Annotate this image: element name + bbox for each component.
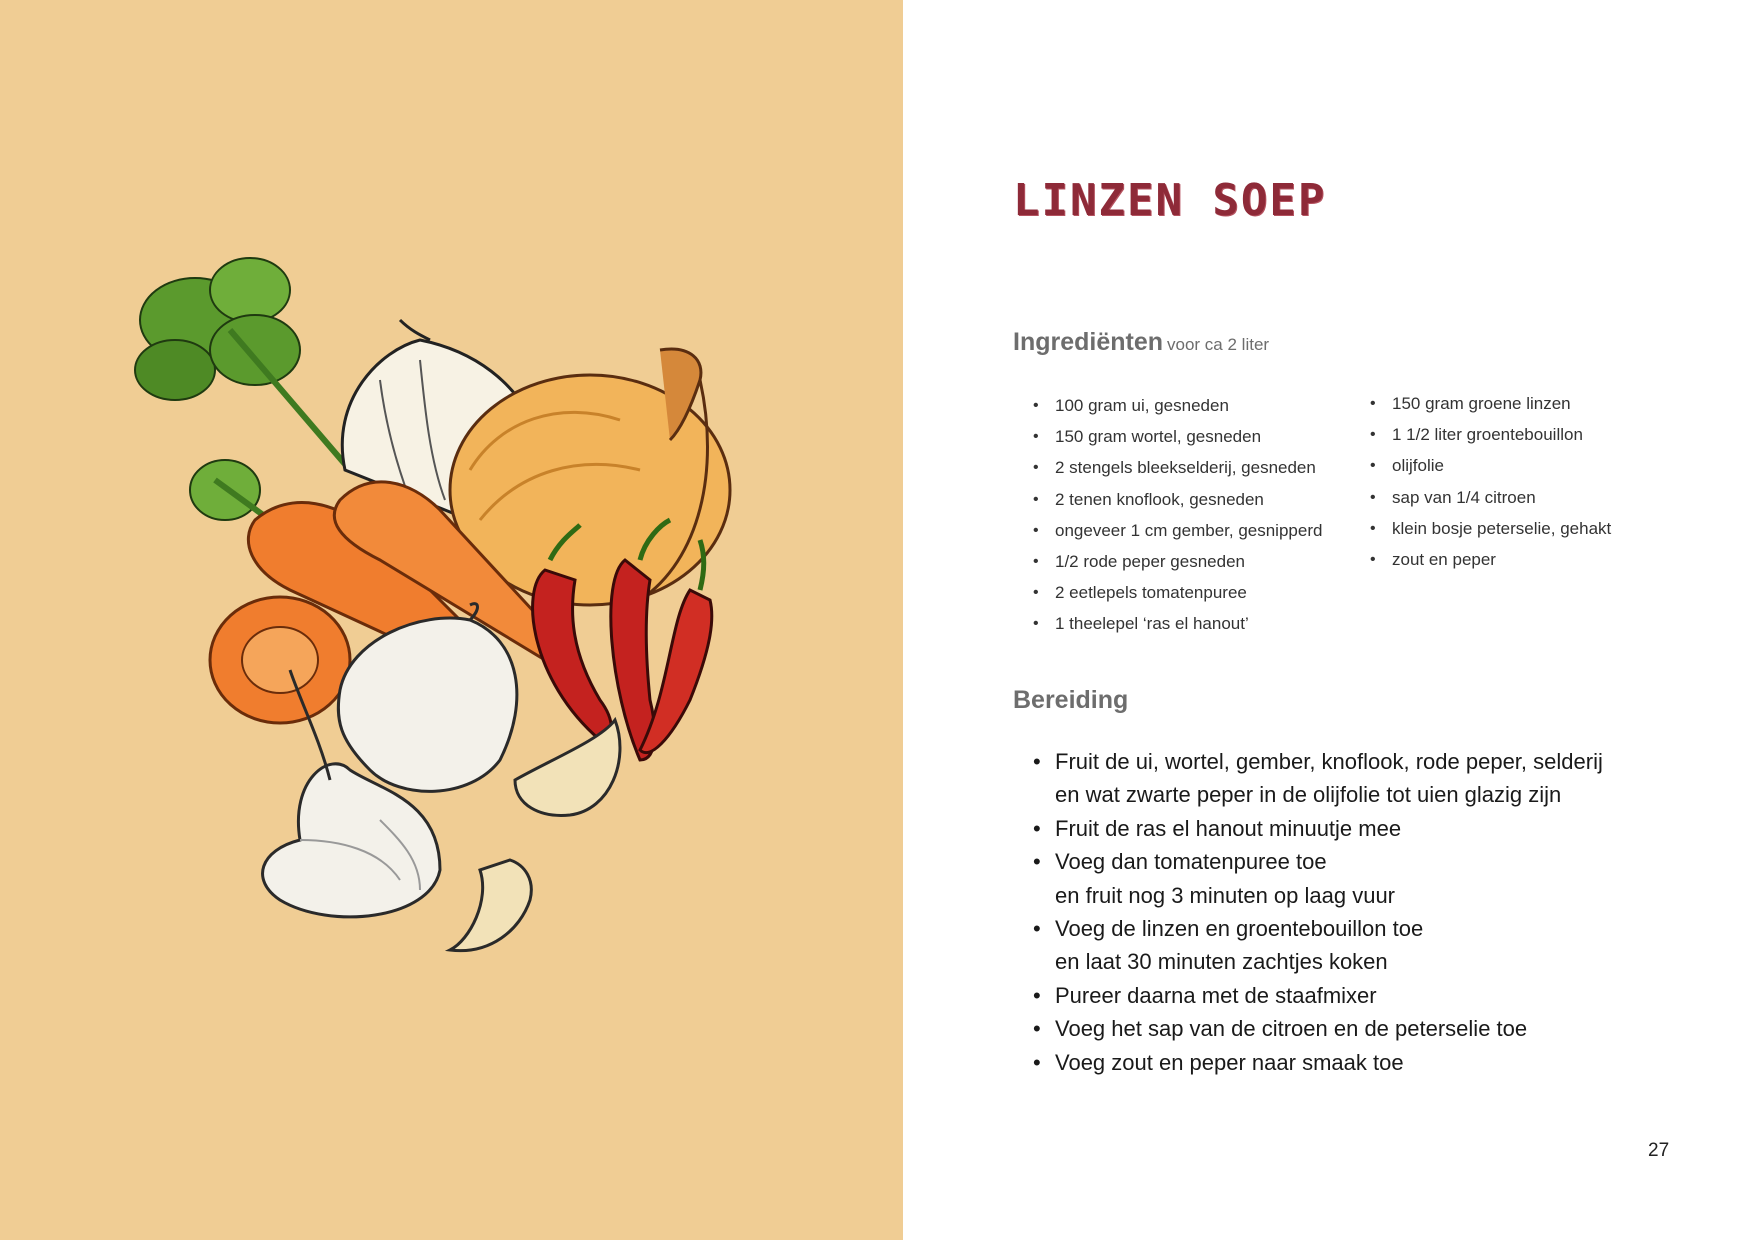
ingredient-item: • olijfolie [1350,450,1611,481]
step-line: en fruit nog 3 minuten op laag vuur [1055,882,1396,908]
ingredients-list-right [1350,388,1611,575]
ingredient-item: • sap van 1/4 citroen [1350,482,1611,513]
preparation-step [1013,1012,1603,1045]
page-number: 27 [1648,1140,1670,1161]
ingredient-item: • klein bosje peterselie, gehakt [1350,513,1611,544]
step-line: • Voeg zout en peper naar smaak toe [1055,1049,1404,1075]
preparation-step [1013,979,1603,1012]
preparation-step [1013,845,1603,912]
step-line: • Pureer daarna met de staafmixer [1055,982,1377,1008]
ingredient-item: • 150 gram wortel, gesneden [1013,421,1322,452]
step-line: • Voeg dan tomatenpuree toe [1055,849,1327,875]
preparation-step [1013,812,1603,845]
carrot-slice-icon [210,597,350,723]
ingredient-item: • 150 gram groene linzen [1350,388,1611,419]
ingredient-item: • 100 gram ui, gesneden [1013,390,1322,421]
ingredients-quantity-note: voor ca 2 liter [1167,335,1270,354]
ingredient-item: • 2 eetlepels tomatenpuree [1013,577,1322,608]
recipe-title: LINZEN SOEP [1013,175,1327,226]
step-line: • Voeg het sap van de citroen en de peterselie toe [1055,1016,1528,1042]
step-line: • Voeg de linzen en groentebouillon toe [1055,916,1424,942]
preparation-step [1013,745,1603,812]
ingredient-item: • zout en peper [1350,544,1611,575]
step-line: en wat zwarte peper in de olijfolie tot uien glazig zijn [1055,782,1562,808]
ingredient-item: • 1/2 rode peper gesneden [1013,546,1322,577]
step-line: en laat 30 minuten zachtjes koken [1055,949,1388,975]
ingredients-heading-label: Ingrediënten [1013,328,1164,356]
step-line: • Fruit de ras el hanout minuutje mee [1055,815,1402,841]
ingredient-item: • 1 1/2 liter groentebouillon [1350,419,1611,450]
preparation-steps [1013,745,1603,1079]
ingredient-item: • 1 theelepel ‘ras el hanout’ [1013,608,1322,639]
preparation-step [1013,912,1603,979]
step-line: • Fruit de ui, wortel, gember, knoflook, rode peper, selderij [1055,749,1603,774]
ingredient-item: • ongeveer 1 cm gember, gesnipperd [1013,515,1322,546]
ingredients-list-left [1013,390,1322,640]
ingredient-item: • 2 stengels bleekselderij, gesneden [1013,452,1322,483]
preparation-heading: Bereiding [1013,686,1129,714]
ingredients-heading [1013,328,1269,357]
ingredient-item: • 2 tenen knoflook, gesneden [1013,484,1322,515]
carrot-leaves-icon [135,258,350,520]
preparation-step [1013,1046,1603,1079]
